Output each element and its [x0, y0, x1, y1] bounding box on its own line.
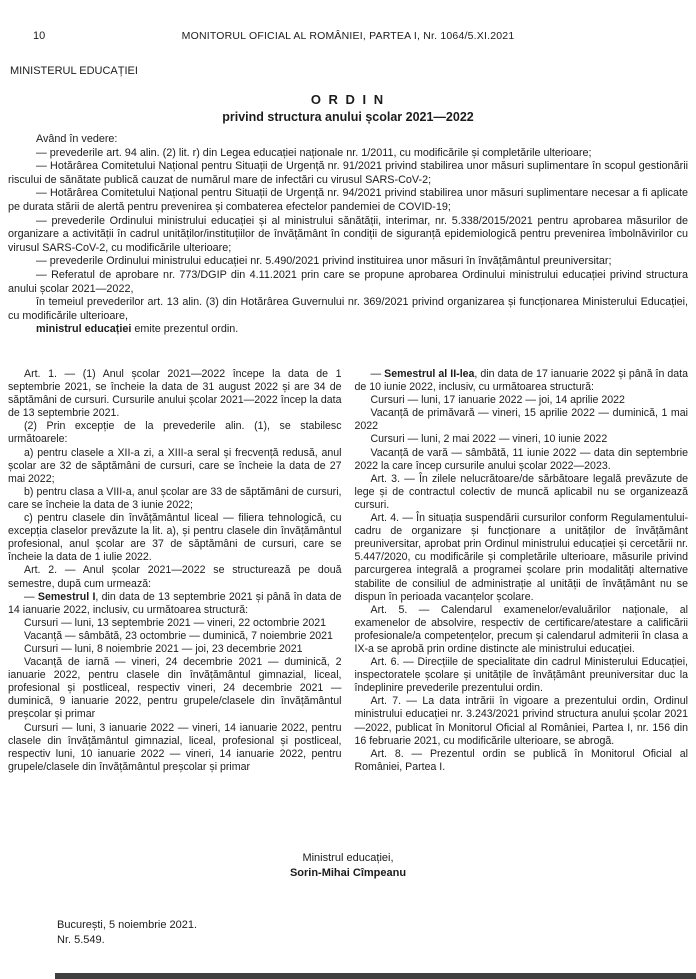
issuing-authority: MINISTERUL EDUCAȚIEI	[10, 65, 138, 77]
order-subtitle: privind structura anului școlar 2021—2022	[222, 110, 474, 124]
left-column	[8, 368, 342, 774]
preamble-item: — prevederile Ordinului ministrului educației și al ministrului sănătății, interimar, nr. 5.338/2015/2021 pentru aprobarea măsurilor de organizare a activității în cadrul unităților/instituțiilor de învățământ în condiții de siguranță epidemiologică pentru prevenirea îmbolnăvirilor cu virusul SARS-CoV-2, cu modificările ulterioare;	[8, 214, 688, 254]
preamble-item: — Referatul de aprobare nr. 773/DGIP din 4.11.2021 prin care se propune aprobarea Ordinului ministrului educației privind structura anului școlar 2021—2022,	[8, 268, 688, 295]
article-columns	[8, 368, 688, 774]
paragraph: Art. 2. — Anul școlar 2021—2022 se structurează pe două semestre, după cum urmează:	[8, 564, 342, 590]
paragraph: Cursuri — luni, 17 ianuarie 2022 — joi, 14 aprilie 2022	[370, 394, 625, 407]
bottom-scan-bar	[55, 973, 696, 979]
paragraph: b) pentru clasa a VIII-a, anul școlar are 33 de săptămâni de cursuri, care se încheie la data de 3 iunie 2022;	[8, 485, 342, 511]
enactment-text: emite prezentul ordin.	[131, 323, 239, 336]
paragraph: a) pentru clasele a XII-a zi, a XIII-a seral și frecvență redusă, anul școlar are 32 de săptămâni de cursuri, care se încheie la data de 27 mai 2022;	[8, 446, 342, 485]
semester-label: Semestrul al II-lea	[384, 368, 475, 380]
page-number: 10	[33, 30, 46, 42]
signatory-name: Sorin-Mihai Cîmpeanu	[289, 867, 407, 879]
right-column	[355, 368, 689, 774]
semester-label: Semestrul I	[37, 590, 96, 603]
paragraph: Vacanță de primăvară — vineri, 15 aprilie 2022 — duminică, 1 mai 2022	[354, 407, 688, 433]
paragraph: Cursuri — luni, 13 septembrie 2021 — vineri, 22 octombrie 2021	[24, 616, 327, 629]
legal-basis: în temeiul prevederilor art. 13 alin. (3) din Hotărârea Guvernului nr. 369/2021 privind organizarea și funcționarea Ministerului Educației, cu modificările ulterioare,	[8, 296, 688, 322]
paragraph: Art. 5. — Calendarul examenelor/evaluărilor naționale, al examenelor de absolvire, respectiv de certificare/atestare a calificării profesionale/a competențelor, precum și calendarul admiterii în clasa a IX-a se aprobă prin ordine distincte ale ministrului educației.	[354, 603, 688, 655]
place-and-date: București, 5 noiembrie 2021.	[57, 919, 198, 931]
paragraph: Vacanță — sâmbătă, 23 octombrie — duminică, 7 noiembrie 2021	[24, 629, 333, 642]
order-number: Nr. 5.549.	[57, 934, 105, 946]
enactment-clause	[8, 323, 688, 337]
paragraph: Cursuri — luni, 3 ianuarie 2022 — vineri, 14 ianuarie 2022, pentru clasele din învățământul gimnazial, liceal, profesional și postliceal, respectiv luni, 10 ianuarie 2022 — vineri, 14 ianuarie 2022, pentru grupele/clasele din învățământul preșcolar și primar	[8, 721, 342, 773]
paragraph: (2) Prin excepție de la prevederile alin. (1), se stabilesc următoarele:	[8, 420, 342, 446]
preamble-item: — Hotărârea Comitetului Național pentru Situații de Urgență nr. 91/2021 privind stabilirea unor măsuri suplimentare în scopul gestionării riscului de sănătate publică cauzat de numărul mare de infectări cu virusul SARS-CoV-2;	[8, 160, 688, 186]
paragraph: — Semestrul al II-lea, din data de 17 ianuarie 2022 și până în data de 10 iunie 2022, inclusiv, cu următoarea structură:	[354, 368, 688, 394]
paragraph: Vacanță de vară — sâmbătă, 11 iunie 2022 — data din septembrie 2022 la care încep cursurile anului școlar 2022—2023.	[354, 446, 688, 472]
preamble	[8, 133, 688, 337]
page-header	[0, 30, 696, 50]
paragraph: Art. 3. — În zilele nelucrătoare/de sărbătoare legală prevăzute de lege și de contractul colectiv de muncă aplicabil nu se organizează cursuri.	[354, 472, 688, 511]
paragraph: Art. 6. — Direcțiile de specialitate din cadrul Ministerului Educației, inspectoratele școlare și unitățile de învățământ preuniversitar duc la îndeplinire prevederile prezentului ordin.	[354, 656, 688, 695]
paragraph: Cursuri — luni, 2 mai 2022 — vineri, 10 iunie 2022	[370, 433, 608, 446]
preamble-item: — Hotărârea Comitetului Național pentru Situații de Urgență nr. 94/2021 privind stabilirea unor măsuri suplimentare necesar a fi aplicate pe durata stării de alertă pentru prevenirea și combaterea efectelor pandemiei de COVID-19;	[8, 187, 688, 213]
footer-block	[57, 918, 197, 948]
enactment-authority: ministrul educației	[36, 323, 132, 336]
order-title: O R D I N	[310, 92, 386, 107]
paragraph: c) pentru clasele din învățământul liceal — filiera tehnologică, cu excepția claselor prevăzute la lit. a), și pentru clasele din învățământul profesional, anul școlar are 37 de săptămâni de cursuri, care se încheie la data de 1 iulie 2022.	[8, 512, 342, 564]
paragraph: Art. 1. — (1) Anul școlar 2021—2022 începe la data de 1 septembrie 2021, se încheie la data de 31 august 2022 și are 34 de săptămâni de cursuri. Cursurile anului școlar 2021—2022 încep la data de 13 septembrie 2021.	[8, 368, 342, 420]
paragraph: Vacanță de iarnă — vineri, 24 decembrie 2021 — duminică, 2 ianuarie 2022, pentru clasele din învățământul gimnazial, liceal, profesional și postliceal, respectiv vineri, 24 decembrie 2021 — duminică, 9 ianuarie 2022, pentru grupele/clasele din învățământul preșcolar și primar	[8, 656, 342, 721]
paragraph: — Semestrul I, din data de 13 septembrie 2021 și până în data de 14 ianuarie 2022, inclusiv, cu următoarea structură:	[8, 590, 342, 616]
preamble-intro: Având în vedere:	[36, 133, 118, 145]
signatory-role: Ministrul educației,	[302, 852, 394, 864]
signature-block	[0, 851, 696, 881]
preamble-item: — prevederile Ordinului ministrului educației nr. 5.490/2021 privind instituirea unor măsuri în învățământul preuniversitar;	[36, 255, 612, 268]
publication-header: MONITORUL OFICIAL AL ROMÂNIEI, PARTEA I, Nr. 1064/5.XI.2021	[181, 30, 515, 42]
paragraph: Art. 7. — La data intrării în vigoare a prezentului ordin, Ordinul ministrului educației nr. 3.243/2021 privind structura anului școlar 2021—2022, publicat în Monitorul Oficial al României, Partea I, nr. 156 din 16 februarie 2021, cu modificările ulterioare, se abrogă.	[354, 695, 688, 747]
paragraph: Art. 4. — În situația suspendării cursurilor conform Regulamentului-cadru de organizare și funcționare a unităților de învățământ preuniversitar, aprobat prin Ordinul ministrului educației și cercetării nr. 5.447/2020, cu modificările și completările ulterioare, măsurile privind parcurgerea integrală a programei școlare prin modalități alternative stabilite de consiliul de administrație al unității de învățământ nu se dispun în perioada vacanțelor școlare.	[354, 512, 688, 603]
paragraph: Art. 8. — Prezentul ordin se publică în Monitorul Oficial al României, Partea I.	[354, 747, 688, 773]
preamble-item: — prevederile art. 94 alin. (2) lit. r) din Legea educației naționale nr. 1/2011, cu modificările și completările ulterioare;	[36, 146, 592, 159]
paragraph: Cursuri — luni, 8 noiembrie 2021 — joi, 23 decembrie 2021	[24, 642, 303, 655]
